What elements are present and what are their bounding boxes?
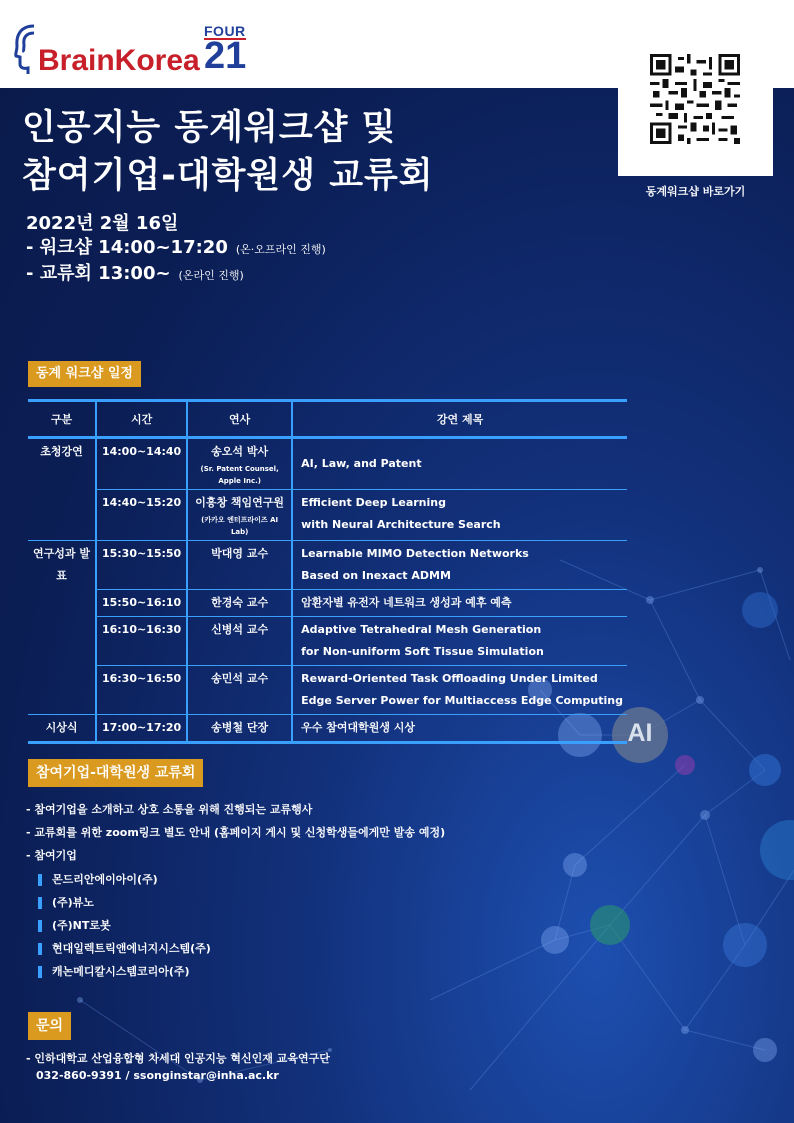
table-row (28, 715, 627, 743)
event-date: 2022년 2월 16일 (26, 213, 179, 234)
speaker-name: 한경숙 교수 (211, 596, 269, 609)
exchange-line: - 참여기업을 소개하고 상호 소통을 위해 진행되는 교류행사 (26, 803, 313, 816)
bullet-bar (38, 920, 42, 932)
talk-title-cont: Based on Inexact ADMM (301, 569, 451, 582)
table-row (28, 590, 627, 617)
table-row (28, 438, 627, 490)
row-category (28, 490, 96, 541)
logo-brainkorea-text: BrainKorea (38, 44, 200, 77)
row-title (292, 666, 627, 715)
logo-four-text: FOUR (204, 23, 246, 39)
exchange-label: - 교류회 13:00~ (26, 263, 171, 284)
talk-title: AI, Law, and Patent (301, 457, 422, 470)
row-speaker (187, 617, 292, 666)
ai-badge: AI (627, 719, 653, 747)
talk-title: Reward-Oriented Task Offloading Under Limited (301, 672, 598, 685)
row-speaker (187, 438, 292, 490)
qr-caption: 동계워크샵 바로가기 (645, 185, 746, 198)
row-title (292, 438, 627, 490)
row-speaker (187, 715, 292, 743)
row-time: 16:30~16:50 (96, 666, 187, 715)
col-header-speaker: 연사 (187, 401, 292, 438)
company-name: (주)뷰노 (52, 896, 94, 909)
talk-title-cont: with Neural Architecture Search (301, 518, 501, 531)
page-title (22, 104, 434, 200)
speaker-name: 송오석 박사 (211, 445, 269, 458)
title-line-2: 참여기업-대학원생 교류회 (22, 156, 434, 196)
row-time: 14:00~14:40 (96, 438, 187, 490)
schedule-heading: 동계 워크샵 일정 (28, 361, 141, 387)
row-time: 16:10~16:30 (96, 617, 187, 666)
speaker-name: 박대영 교수 (211, 547, 269, 560)
col-header-category: 구분 (28, 401, 96, 438)
brainkorea-logo (14, 18, 254, 82)
speaker-affiliation: (Sr. Patent Counsel, Apple Inc.) (200, 465, 279, 485)
row-title (292, 617, 627, 666)
talk-title-cont: for Non-uniform Soft Tissue Simulation (301, 645, 544, 658)
exchange-line: - 참여기업 (26, 849, 77, 862)
exchange-time (26, 262, 326, 288)
talk-title: 암환자별 유전자 네트워크 생성과 예후 예측 (301, 596, 512, 609)
title-line-1: 인공지능 동계워크샵 및 (22, 108, 397, 148)
schedule-table (28, 399, 627, 744)
row-time: 15:50~16:10 (96, 590, 187, 617)
row-time: 15:30~15:50 (96, 541, 187, 590)
row-title (292, 715, 627, 743)
row-time: 17:00~17:20 (96, 715, 187, 743)
row-speaker (187, 490, 292, 541)
company-name: 캐논메디칼시스템코리아(주) (52, 965, 190, 978)
workshop-label: - 워크샵 14:00~17:20 (26, 237, 228, 258)
event-info (26, 212, 326, 288)
workshop-time (26, 236, 326, 262)
talk-title-cont: Edge Server Power for Multiaccess Edge Computing (301, 694, 623, 707)
row-category: 시상식 (28, 715, 96, 743)
table-row (28, 541, 627, 590)
row-speaker (187, 666, 292, 715)
exchange-line: - 교류회를 위한 zoom링크 별도 안내 (홈페이지 게시 및 신청학생들에게만 발송 예정) (26, 826, 446, 839)
bullet-bar (38, 966, 42, 978)
table-row (28, 490, 627, 541)
table-row (28, 617, 627, 666)
company-name: (주)NT로봇 (52, 919, 111, 932)
exchange-heading: 참여기업-대학원생 교류회 (28, 759, 203, 787)
row-title (292, 490, 627, 541)
col-header-time: 시간 (96, 401, 187, 438)
bullet-bar (38, 874, 42, 886)
contact-heading: 문의 (28, 1012, 71, 1040)
speaker-name: 신병석 교수 (211, 623, 269, 636)
contact-info (26, 1050, 330, 1084)
row-title (292, 590, 627, 617)
speaker-affiliation: (카카오 엔터프라이즈 AI Lab) (201, 516, 279, 536)
list-item (38, 868, 211, 891)
bullet-bar (38, 943, 42, 955)
speaker-name: 이흥창 책임연구원 (195, 496, 285, 509)
list-item (38, 960, 211, 983)
company-list (38, 868, 211, 983)
schedule-header-row (28, 401, 627, 438)
talk-title: Efficient Deep Learning (301, 496, 446, 509)
row-category (28, 666, 96, 715)
company-name: 현대일렉트릭앤에너지시스템(주) (52, 942, 211, 955)
qr-code[interactable] (650, 54, 740, 144)
col-header-title: 강연 제목 (292, 401, 627, 438)
row-category: 초청강연 (40, 445, 83, 458)
company-name: 몬드리안에이아이(주) (52, 873, 158, 886)
exchange-description (26, 798, 445, 867)
workshop-note: (온·오프라인 진행) (235, 243, 326, 256)
logo-21-text: 21 (204, 35, 247, 77)
bullet-bar (38, 897, 42, 909)
speaker-name: 송민석 교수 (211, 672, 269, 685)
row-speaker (187, 590, 292, 617)
talk-title: 우수 참여대학원생 시상 (301, 721, 416, 734)
speaker-name: 송병철 단장 (211, 721, 269, 734)
table-row (28, 666, 627, 715)
contact-phone-email[interactable]: 032-860-9391 / ssonginstar@inha.ac.kr (36, 1069, 279, 1082)
row-category (28, 590, 96, 617)
row-time: 14:40~15:20 (96, 490, 187, 541)
row-category: 연구성과 발표 (33, 547, 90, 582)
row-category (28, 617, 96, 666)
row-speaker (187, 541, 292, 590)
list-item (38, 937, 211, 960)
list-item (38, 891, 211, 914)
list-item (38, 914, 211, 937)
row-title (292, 541, 627, 590)
contact-org: - 인하대학교 산업융합형 차세대 인공지능 혁신인재 교육연구단 (26, 1052, 330, 1065)
talk-title: Adaptive Tetrahedral Mesh Generation (301, 623, 542, 636)
talk-title: Learnable MIMO Detection Networks (301, 547, 529, 560)
exchange-note: (온라인 진행) (178, 269, 244, 282)
